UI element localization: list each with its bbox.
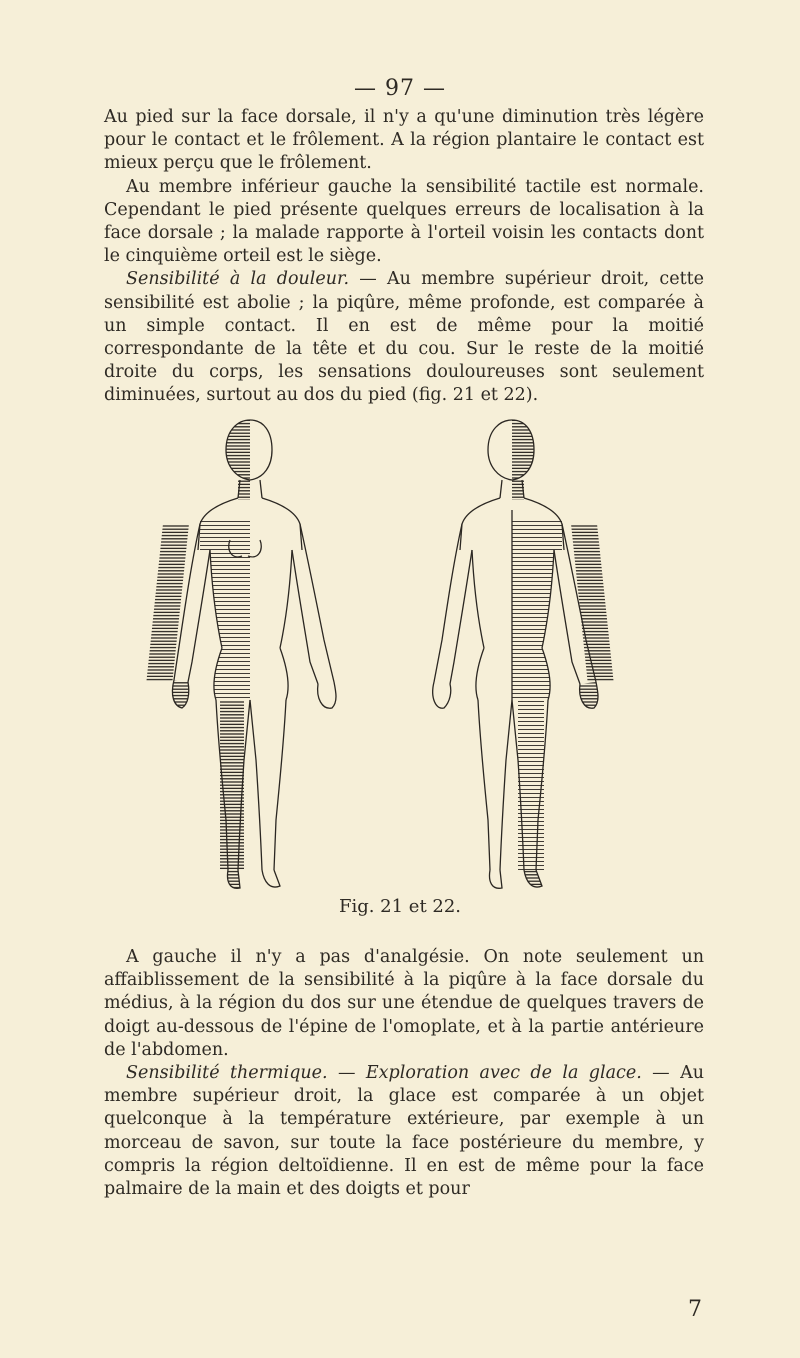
section-heading-thermal: Sensibilité thermique. (126, 1063, 328, 1084)
paragraph: Au pied sur la face dorsale, il n'y a qu'une diminution très légère pour le contact et le frôlement. A la région plantaire le contact est mieux perçu que le frôlement. (104, 107, 704, 174)
thermal-sensitivity-text: — Au membre supérieur droit, la glace est comparée à un objet quelconque à la température extérieure, par exemple à un morceau de savon, sur toute la face postérieure du membre, y compris la région deltoïdienne. Il en est de même pour la face palmaire de la main et des doigts et pour (104, 1063, 704, 1200)
front-left-hand (318, 682, 336, 708)
front-head-hatched-half (226, 420, 250, 480)
front-right-foot (228, 870, 241, 888)
back-right-foot (524, 870, 542, 887)
signature-mark: 7 (688, 1297, 702, 1322)
figure-21-22 (140, 400, 660, 900)
front-body-figure (146, 420, 336, 888)
front-right-hatched-region (200, 518, 250, 700)
pain-sensitivity-paragraph (104, 268, 704, 407)
pain-sensitivity-text: — Au membre supérieur droit, cette sensibilité est abolie ; la piqûre, même profonde, est comparée à un simple contact. Il en est de même pour la moitié correspondante de la tête et du cou. Sur le reste de la moitié droite du corps, les sensations douloureuses sont seulement diminuées, surtout au dos du pied (fig. 21 et 22). (104, 269, 704, 406)
section-heading-pain: Sensibilité à la douleur. (126, 269, 350, 290)
paragraph: Au membre inférieur gauche la sensibilité tactile est normale. Cependant le pied présente quelques erreurs de localisation à la face dorsale ; la malade rapporte à l'orteil voisin les contacts dont le cinquième orteil est le siège. (104, 176, 704, 267)
text-block-top (104, 106, 704, 408)
heading-dash: — (327, 1063, 366, 1084)
figure-caption: Fig. 21 et 22. (338, 896, 462, 917)
paragraph: A gauche il n'y a pas d'analgésie. On note seulement un affaiblissement de la sensibilité à la piqûre à la face dorsale du médius, à la région du dos sur une étendue de quelques travers de doigt au-dessous de l'épine de l'omoplate, et à la partie antérieure de l'abdomen. (104, 947, 704, 1060)
front-left-foot (262, 870, 280, 887)
back-left-leg (478, 700, 512, 870)
back-right-hatched-region (512, 518, 562, 700)
page-number: — 97 — (354, 76, 446, 101)
back-left-arm (434, 524, 472, 684)
thermal-sensitivity-paragraph (104, 1062, 704, 1201)
front-left-leg (250, 700, 286, 870)
back-left-foot (490, 870, 503, 888)
front-left-arm (292, 524, 334, 684)
front-right-hand (172, 680, 188, 708)
back-body-figure (433, 420, 614, 888)
back-right-hand (580, 682, 598, 708)
text-block-bottom (104, 946, 704, 1201)
subheading-ice-exploration: Exploration avec de la glace. (365, 1063, 642, 1084)
back-head-hatched-half (512, 420, 534, 480)
back-left-hand (433, 682, 451, 708)
body-diagrams-illustration (140, 400, 660, 900)
